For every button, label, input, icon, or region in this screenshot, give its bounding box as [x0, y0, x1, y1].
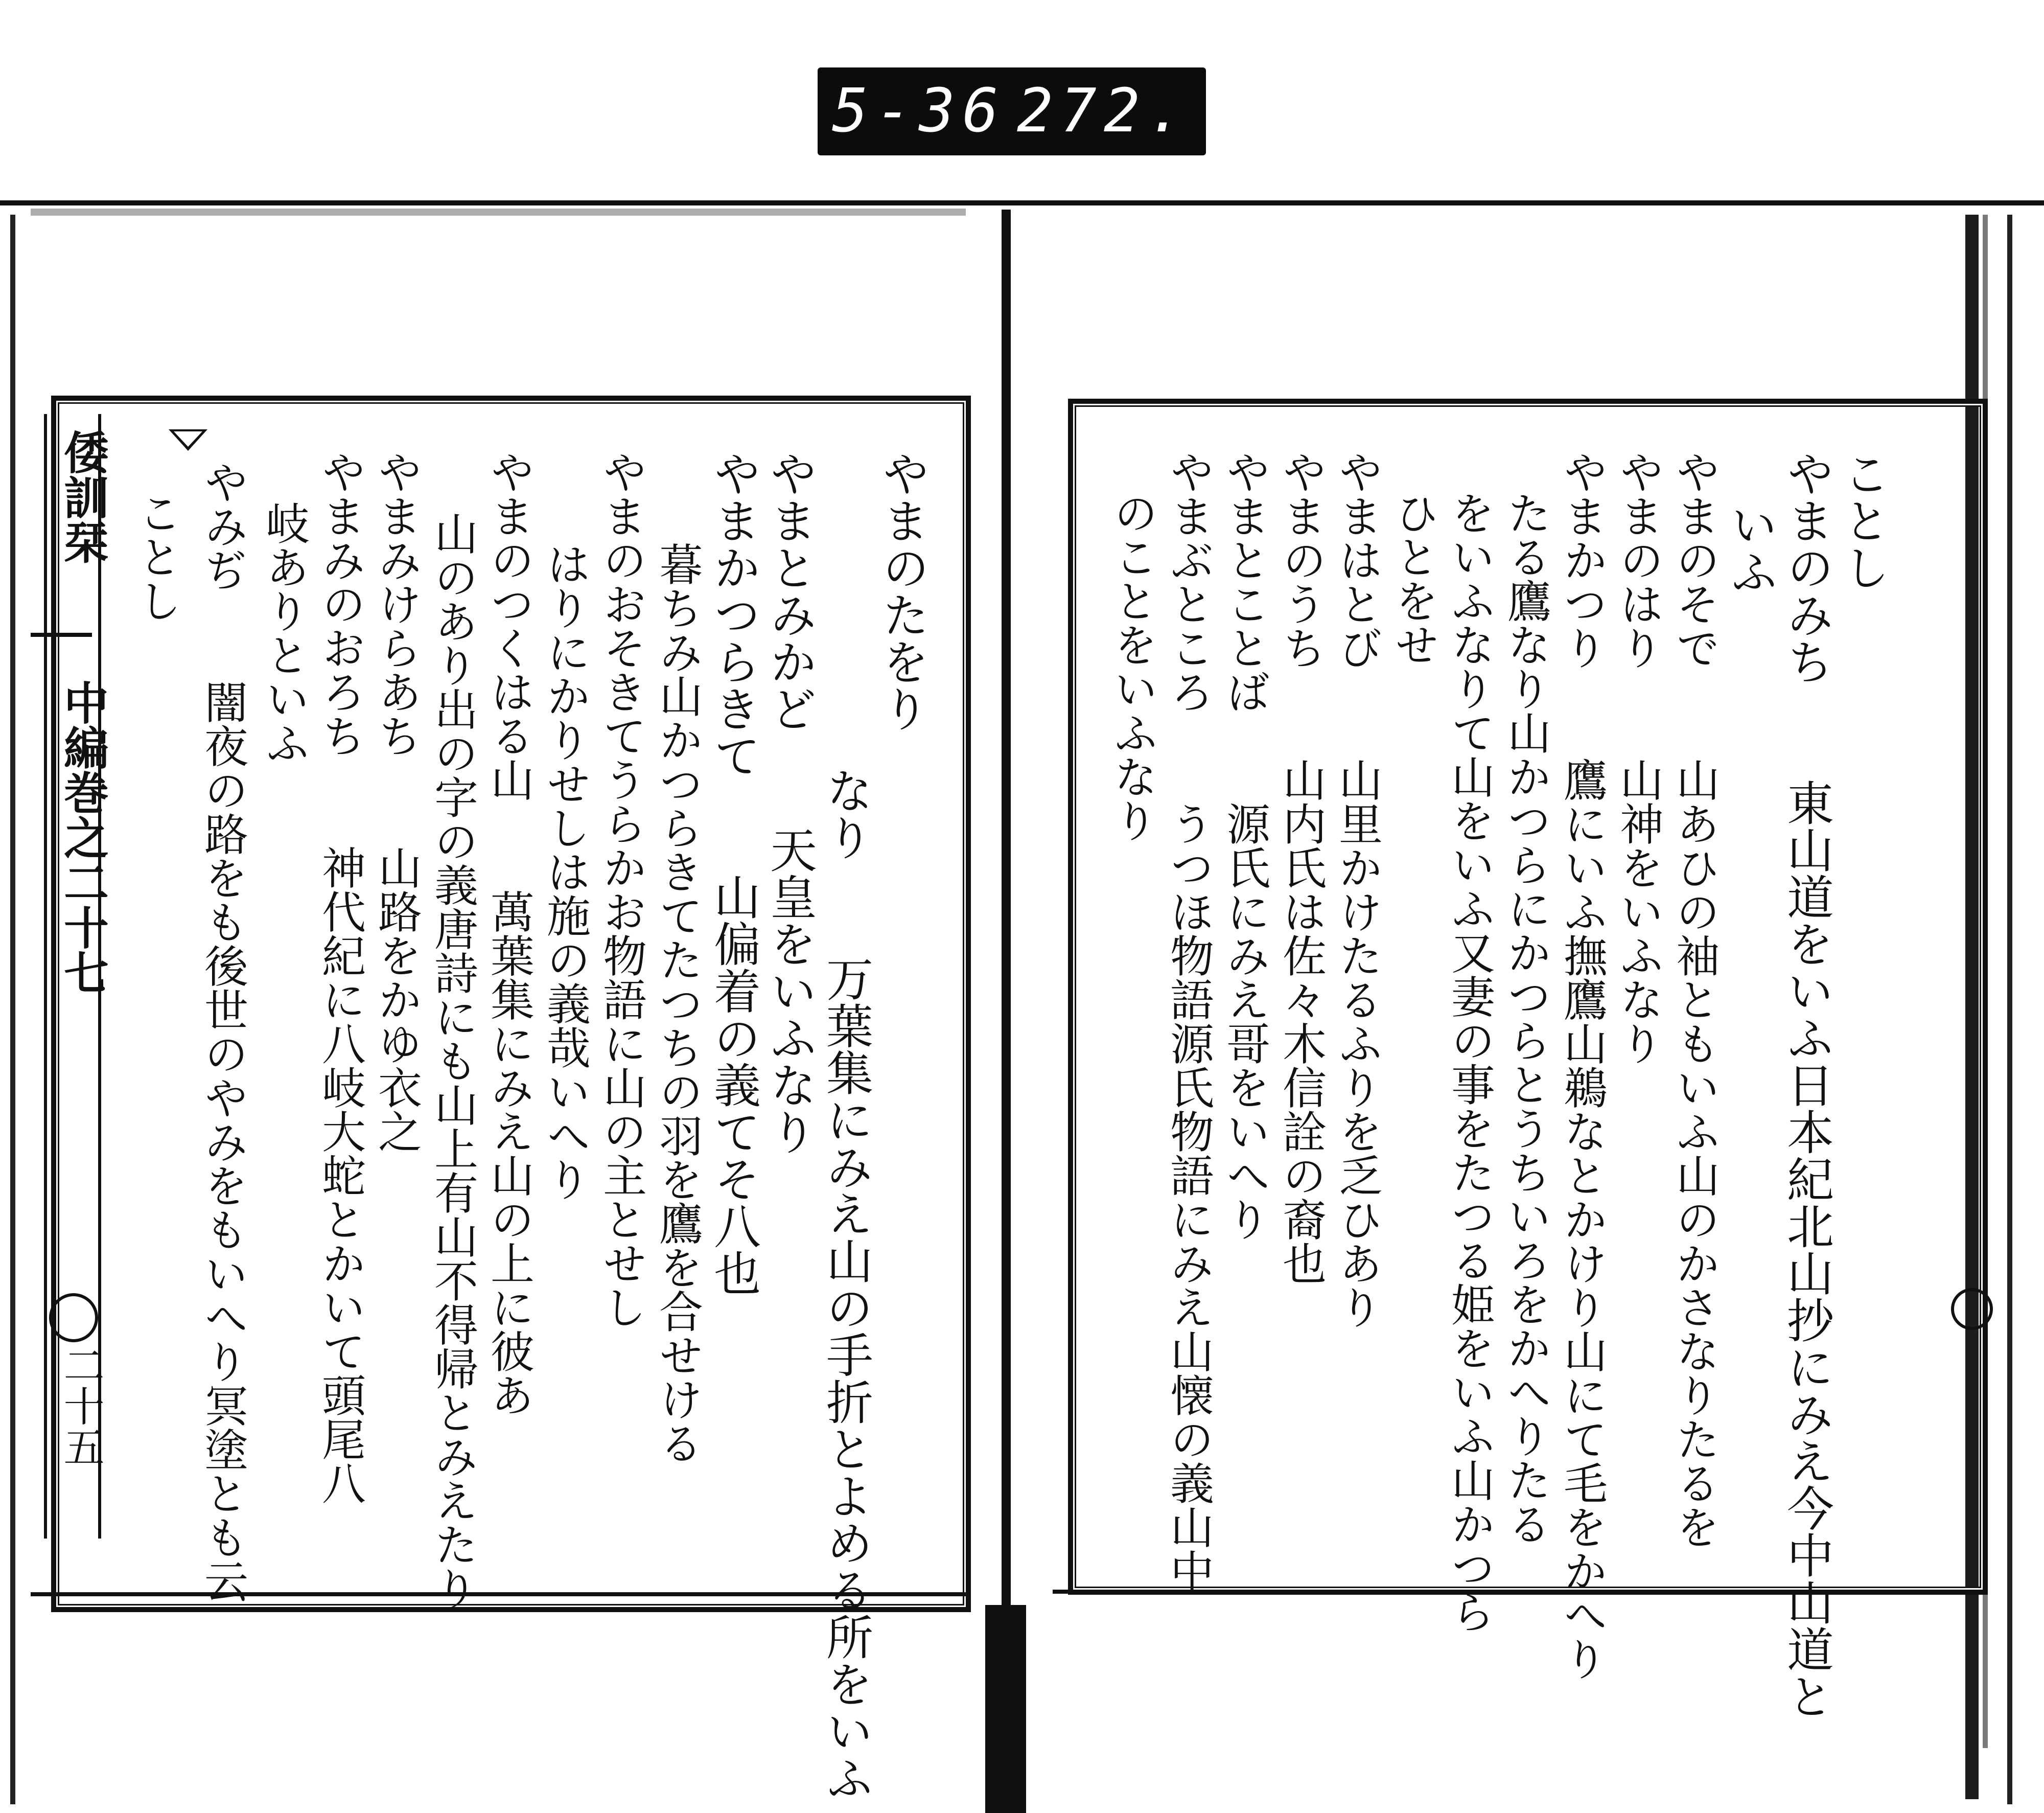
text-column: やまのたをり — [875, 450, 930, 732]
text-column: やまとことば 源氏にみえ哥をいへり — [1219, 450, 1270, 1241]
text-column: やまはとび 山里かけたるふりを乏ひあり — [1331, 450, 1382, 1329]
archive-code-left: 5-36 — [832, 75, 1006, 146]
text-column: やまぶところ うつほ物語源氏物語にみえ山懐の義山中 — [1163, 450, 1214, 1593]
text-column: やまとみかど 天皇をいふなり — [762, 450, 817, 1155]
text-column: いふ — [1723, 501, 1778, 595]
right-page-header-strip — [1948, 409, 1984, 1533]
text-column: やまのつくはる山 萬葉集にみえ山の上に彼あ — [483, 450, 534, 1417]
section-title: 中編巻之二十七 — [57, 680, 110, 995]
text-column: ひとをせ — [1387, 491, 1438, 667]
text-column: なり 万葉集にみえ山の手折とよめる所をいふ — [819, 767, 873, 1801]
text-column: やまのはり 山神をいふなり — [1612, 450, 1663, 1065]
text-column: やまのおそきてうらかお物語に山の主とせし — [595, 450, 646, 1329]
text-column: 暮ちみ山かつらきてたつちの羽を鷹を合せける — [652, 542, 703, 1465]
text-column: やまのうち 山内氏は佐々木信詮の裔也 — [1275, 450, 1326, 1285]
text-column: やまのそで 山あひの袖ともいふ山のかさなりたるを — [1668, 450, 1720, 1549]
book-spine-base — [985, 1605, 1026, 1813]
page-mark-circle — [1951, 1288, 1993, 1330]
text-column: やまかつり 鷹にいふ撫鷹山鵜なとかけり山にて毛をかへり — [1556, 450, 1607, 1681]
running-title: 倭訓栞 — [57, 429, 110, 564]
text-column: やみぢ 闇夜の路をも後世のやみをもいへり冥塗とも云 — [197, 460, 248, 1603]
text-column: やまみけらあち 山路をかゆ衣之 — [370, 450, 422, 1153]
text-column: 岐ありといふ — [258, 501, 309, 765]
page-mark-circle — [49, 1293, 98, 1342]
archive-code-right: 272. — [1016, 75, 1191, 146]
text-column: 山のあり出の字の義唐詩にも山上有山不得帰とみえたり — [427, 511, 478, 1610]
text-column: はりにかりせしは施の義哉いへり — [539, 542, 590, 1201]
text-column: のことをいふなり — [1106, 491, 1157, 842]
book-spine — [1002, 210, 1011, 1743]
text-column: ことし — [130, 491, 181, 623]
text-column: やまかつらきて 山偏着の義てそ八也 — [706, 450, 761, 1296]
page-number: 二十五 — [57, 1344, 104, 1467]
text-column: ことし — [1836, 450, 1890, 591]
book-top-edge — [0, 200, 2044, 205]
archive-label — [818, 67, 1206, 155]
text-column: をいふなりて山をいふ又妻の事をたつる姫をいふ山かつら — [1444, 491, 1495, 1634]
left-page-header-strip — [44, 414, 110, 1539]
entry-marker-triangle — [169, 429, 207, 451]
text-column: たる鷹なり山かつらにかつらとうちいろをかへりたる — [1500, 491, 1551, 1546]
text-column: やまのみち 東山道をいふ日本紀北山抄にみえ今中山道と — [1779, 450, 1834, 1719]
text-column: やまみのおろち 神代紀に八岐大蛇とかいて頭尾八 — [314, 450, 365, 1505]
